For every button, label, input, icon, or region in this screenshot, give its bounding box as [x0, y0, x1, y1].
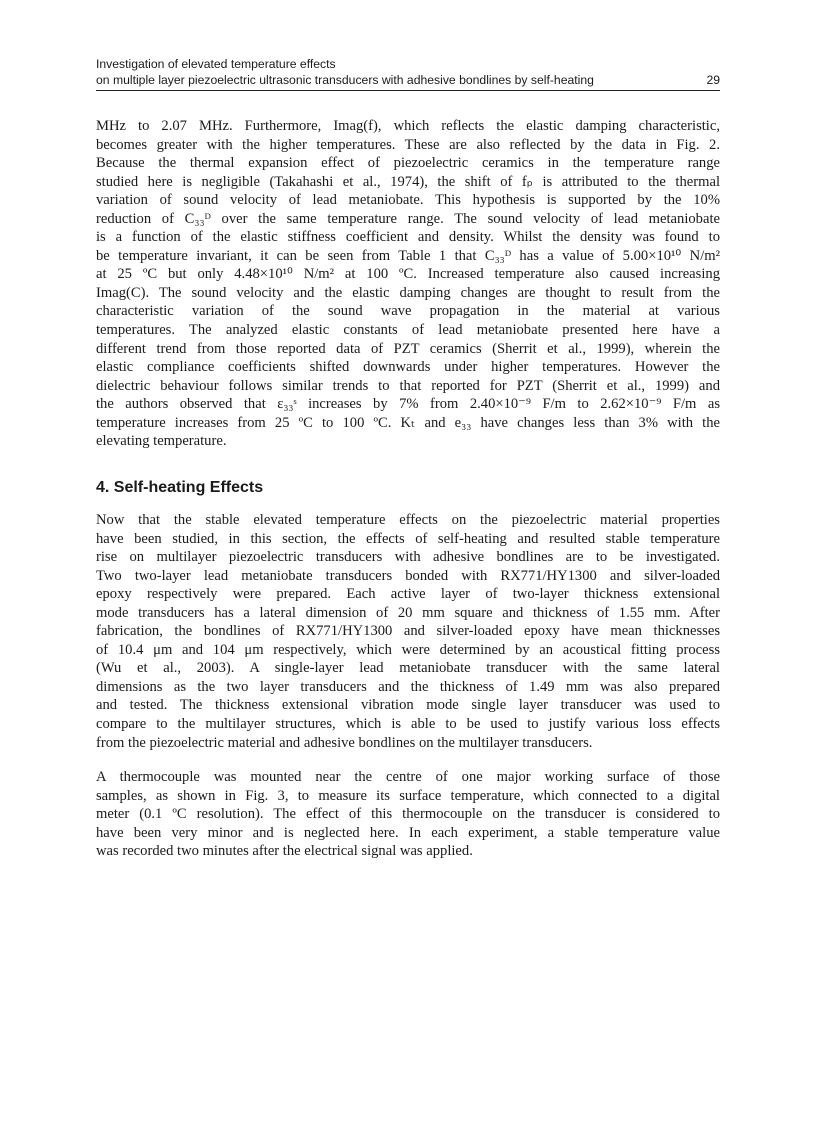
text-line: the authors observed that ε₃₃ˢ increases by 7% from 2.40×10⁻⁹ F/m to 2.62×10⁻⁹ F/m as	[96, 396, 720, 413]
text-line: temperature increases from 25 ºC to 100 ºC. Kₜ and e₃₃ have changes less than 3% with the	[96, 414, 720, 431]
text-line: and tested. The thickness extensional vibration mode single layer transducer was used to	[96, 697, 720, 714]
text-line: (Wu et al., 2003). A single-layer lead metaniobate transducer with the same lateral	[96, 660, 720, 677]
text-line: studied here is negligible (Takahashi et al., 1974), the shift of fₚ is attributed to the thermal	[96, 173, 720, 190]
text-line: have been very minor and is neglected here. In each experiment, a stable temperature value	[96, 824, 720, 841]
text-line: at 25 ºC but only 4.48×10¹⁰ N/m² at 100 ºC. Increased temperature also caused increasing	[96, 266, 720, 283]
running-header	[96, 72, 720, 91]
text-line: dielectric behaviour follows similar trends to that reported for PZT (Sherrit et al., 1999) and	[96, 377, 720, 394]
text-line: from the piezoelectric material and adhesive bondlines on the multilayer transducers.	[96, 734, 593, 751]
text-line: samples, as shown in Fig. 3, to measure its surface temperature, which connected to a digital	[96, 787, 720, 804]
running-header-line2: on multiple layer piezoelectric ultrasonic transducers with adhesive bondlines by self-heating	[96, 73, 594, 87]
text-line: fabrication, the bondlines of RX771/HY1300 and silver-loaded epoxy have mean thicknesses	[96, 623, 720, 640]
page-number: 29	[706, 73, 720, 87]
text-line: dimensions as the two layer transducers and the thickness of 1.49 mm was also prepared	[96, 678, 720, 695]
text-line: variation of sound velocity of lead metaniobate. This hypothesis is supported by the 10%	[96, 192, 720, 209]
text-line: A thermocouple was mounted near the centre of one major working surface of those	[96, 769, 720, 785]
paragraph-1	[96, 117, 720, 451]
text-line: Now that the stable elevated temperature effects on the piezoelectric material properties	[96, 512, 720, 528]
text-line: characteristic variation of the sound wave propagation in the material at various	[96, 303, 720, 320]
text-line: have been studied, in this section, the effects of self-heating and resulted stable temperature	[96, 530, 720, 547]
text-line: reduction of C₃₃ᴰ over the same temperature range. The sound velocity of lead metaniobate	[96, 210, 720, 227]
running-header-line1: Investigation of elevated temperature effects	[96, 57, 336, 71]
text-line: different trend from those reported data of PZT ceramics (Sherrit et al., 1999), wherein the	[96, 340, 720, 357]
text-line: rise on multilayer piezoelectric transducers with adhesive bondlines are to be investigated.	[96, 549, 720, 566]
text-line: temperatures. The analyzed elastic constants of lead metaniobate presented here have a	[96, 322, 720, 339]
paragraph-2	[96, 511, 720, 752]
text-line: Two two-layer lead metaniobate transducers bonded with RX771/HY1300 and silver-loaded	[96, 567, 720, 584]
text-line: be temperature invariant, it can be seen from Table 1 that C₃₃ᴰ has a value of 5.00×10¹⁰ N/m²	[96, 247, 720, 264]
section-heading: 4. Self-heating Effects	[96, 479, 264, 496]
paragraph-3	[96, 768, 720, 861]
text-line: Because the thermal expansion effect of piezoelectric ceramics in the temperature range	[96, 155, 720, 172]
text-line: becomes greater with the higher temperatures. These are also reflected by the data in Fig. 2.	[96, 136, 720, 153]
text-line: of 10.4 μm and 104 μm respectively, which were determined by an acoustical fitting process	[96, 641, 720, 658]
text-line: is a function of the elastic stiffness coefficient and density. Whilst the density was found to	[96, 229, 720, 246]
text-line: elevating temperature.	[96, 433, 227, 450]
text-line: epoxy respectively were prepared. Each active layer of two-layer thickness extensional	[96, 586, 720, 603]
text-line: mode transducers has a lateral dimension of 20 mm square and thickness of 1.55 mm. After	[96, 604, 720, 621]
text-line: meter (0.1 ºC resolution). The effect of this thermocouple on the transducer is considered to	[96, 806, 720, 823]
text-line: was recorded two minutes after the electrical signal was applied.	[96, 843, 473, 860]
text-line: compare to the multilayer structures, which is able to be used to justify various loss effects	[96, 716, 720, 733]
text-line: Imag(C). The sound velocity and the elastic damping changes are thought to result from the	[96, 284, 720, 301]
text-line: elastic compliance coefficients shifted downwards under higher temperatures. However the	[96, 359, 720, 376]
text-line: MHz to 2.07 MHz. Furthermore, Imag(f), which reflects the elastic damping characteristic,	[96, 118, 720, 134]
